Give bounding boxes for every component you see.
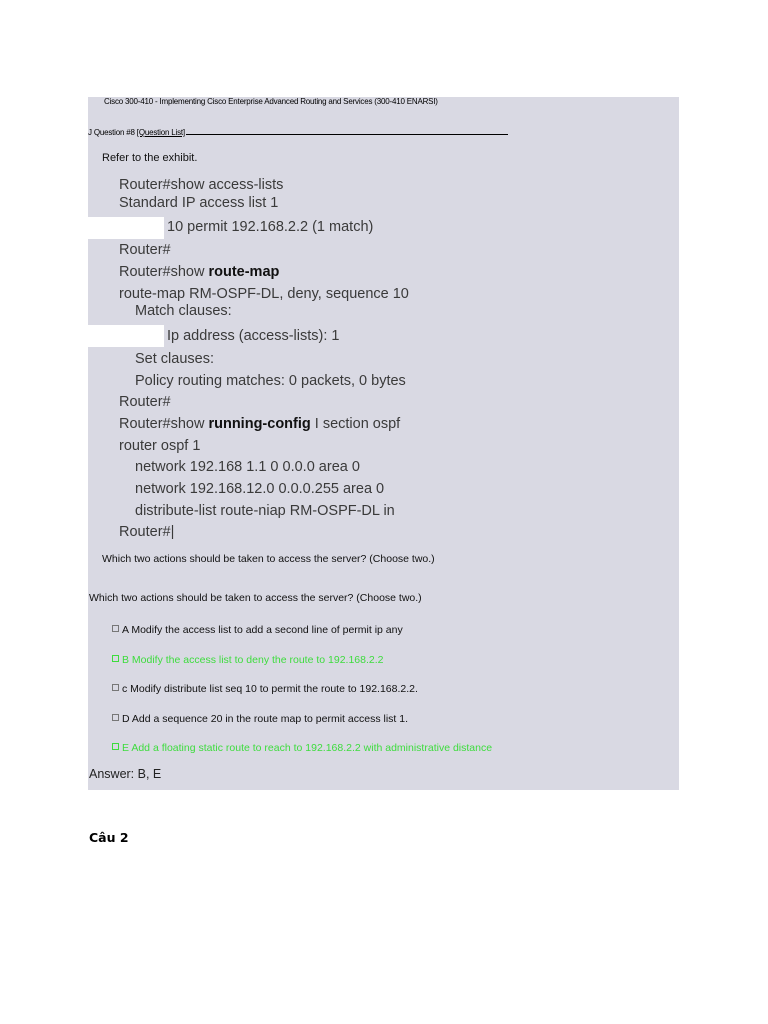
question-text: Which two actions should be taken to access the server? (Choose two.)	[89, 592, 422, 604]
question-number-line	[88, 128, 508, 137]
answer-text: Answer: B, E	[89, 767, 162, 781]
cli-line: Router#show access-lists	[119, 177, 284, 193]
cli-line: Match clauses:	[135, 303, 232, 319]
cli-line: Set clauses:	[135, 351, 214, 367]
divider-rule	[186, 128, 508, 135]
document-header: Cisco 300-410 - Implementing Cisco Enterprise Advanced Routing and Services (300-410 ENARSI)	[104, 97, 438, 106]
answer-option-b[interactable]	[112, 654, 384, 666]
checkbox-icon[interactable]	[112, 684, 119, 691]
cli-line: 10 permit 192.168.2.2 (1 match)	[167, 219, 374, 235]
cli-keyword: route-map	[208, 264, 280, 280]
cli-line: Router#	[119, 242, 171, 258]
cli-line: network 192.168.12.0 0.0.0.255 area 0	[135, 481, 385, 497]
cli-line	[119, 416, 400, 432]
question-text: Which two actions should be taken to access the server? (Choose two.)	[102, 553, 435, 565]
question-number: J Question #8	[88, 128, 135, 137]
answer-option-c[interactable]	[112, 683, 418, 695]
option-label: A Modify the access list to add a second line of permit ip any	[122, 624, 403, 636]
question-list-link[interactable]: [Question List]	[136, 128, 185, 137]
checkbox-icon[interactable]	[112, 743, 119, 750]
cli-command: Router#show	[119, 264, 209, 280]
cli-command: Router#show	[119, 416, 209, 432]
option-label: c Modify distribute list seq 10 to permit the route to 192.168.2.2.	[122, 683, 418, 695]
option-label: E Add a floating static route to reach to 192.168.2.2 with administrative distance	[122, 742, 493, 754]
cli-line: Standard IP access list 1	[119, 195, 279, 211]
cli-line: distribute-list route-niap RM-OSPF-DL in	[135, 503, 395, 519]
cli-line: Router#|	[119, 524, 175, 540]
answer-option-e[interactable]	[112, 742, 492, 754]
cli-line: Policy routing matches: 0 packets, 0 bytes	[135, 373, 406, 389]
cli-line	[119, 264, 279, 280]
next-question-heading: Câu 2	[89, 830, 129, 845]
cli-keyword: running-config	[208, 416, 311, 432]
cli-line: route-map RM-OSPF-DL, deny, sequence 10	[119, 286, 409, 302]
checkbox-icon[interactable]	[112, 625, 119, 632]
white-strip	[88, 217, 164, 239]
cli-command: I section ospf	[310, 416, 401, 432]
refer-text: Refer to the exhibit.	[102, 152, 198, 164]
cli-line: network 192.168 1.1 0 0.0.0 area 0	[135, 459, 360, 475]
checkbox-icon[interactable]	[112, 714, 119, 721]
answer-option-a[interactable]	[112, 624, 403, 636]
option-label: B Modify the access list to deny the route to 192.168.2.2	[122, 654, 384, 666]
option-label: D Add a sequence 20 in the route map to permit access list 1.	[122, 713, 408, 725]
cli-line: router ospf 1	[119, 438, 201, 454]
answer-option-d[interactable]	[112, 713, 408, 725]
cli-line: Ip address (access-lists): 1	[167, 328, 340, 344]
checkbox-icon[interactable]	[112, 655, 119, 662]
cli-line: Router#	[119, 394, 171, 410]
white-strip	[88, 325, 164, 347]
